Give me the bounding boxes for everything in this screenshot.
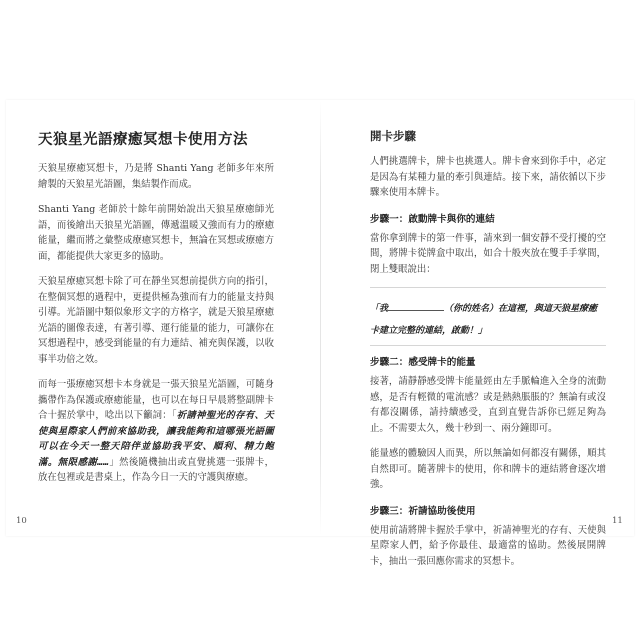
invocation-verse: 祈請神聖光的存有、天使與星際家人們前來協助我，讓我能夠和這哪張光語圖可以在今天一整天陪伴並協助我平安、順利、精力飽滿。無限感謝…… (38, 410, 274, 468)
callout-divider-bottom (370, 345, 606, 346)
book-gutter (320, 100, 321, 536)
right-page-title: 開卡步驟 (370, 129, 416, 143)
left-page-number: 10 (16, 516, 27, 526)
intro-paragraph: 人們挑選牌卡，牌卡也挑選人。牌卡會來到你手中，必定是因為有某種力量的牽引與連結。接下來，請依循以下步驟來使用本牌卡。 (370, 156, 606, 198)
paragraph-invocation (38, 377, 274, 486)
left-page-title: 天狼星光語療癒冥想卡使用方法 (38, 131, 248, 148)
step-three-title: 步驟三：祈請協助後使用 (370, 505, 476, 517)
step-three-body: 使用前請將牌卡握於手掌中，祈請神聖光的存有、天使與星際家人們，給予你最佳、最適當的協助。然後展開牌卡，抽出一張回應你需求的冥想卡。 (370, 524, 606, 567)
callout-rest: （你的姓名）在這裡，與這天狼星療癒卡建立完整的連結，啟動！」 (370, 304, 598, 336)
activation-callout (370, 296, 606, 339)
paragraph: 天狼星療癒冥想卡，乃是將 Shanti Yang 老師多年來所繪製的天狼星光語圖，集結製作而成。 (38, 163, 274, 190)
callout-divider-top (370, 287, 606, 288)
name-blank-line (388, 302, 444, 311)
paragraph: Shanti Yang 老師於十餘年前開始說出天狼星療癒師光語，而後繪出天狼星光語圖，傳遞溫暖又強而有力的療癒能量，繼而將之彙整成療癒冥想卡，無論在冥想或療癒方面，都能提供大家更多的協助。 (38, 204, 274, 262)
step-one-body: 當你拿到牌卡的第一件事，請來到一個安靜不受打擾的空間，將牌卡從牌盒中取出，如合十般夾放在雙手手掌間，閉上雙眼說出： (370, 232, 606, 275)
right-page (370, 128, 606, 579)
right-page-number: 11 (612, 516, 623, 526)
callout-open: 「我 (370, 304, 389, 314)
invocation-lead: 而每一張療癒冥想卡本身就是一張天狼星光語圖，可隨身攜帶作為保護或療癒能量，也可以在每日早晨將整副牌卡合十握於掌中，唸出以下籲詞：「 (38, 379, 274, 421)
paragraph: 天狼星療癒冥想卡除了可在靜坐冥想前提供方向的指引，在整個冥想的過程中，更提供極為強而有力的能量支持與引導。光語圖中類似象形文字的方格字，就是天狼星療癒光語的圖像表達，有著引導、運行能量的能力，可讓你在冥想過程中，感受到能量的有力連結、補充與保護，以收事半功倍之效。 (38, 276, 274, 365)
step-one-title: 步驟一：啟動牌卡與你的連結 (370, 213, 495, 225)
step-two-body: 接著，請靜靜感受牌卡能量經由左手脈輪進入全身的流動感，是否有輕微的電流感？或是熱熱脹脹的？無論有或沒有都沒關係，請持續感受，直到直覺告訴你已經足夠為止。不需要太久，幾十秒到一、兩分鐘即可。 (370, 376, 606, 434)
step-two-body-2: 能量感的體驗因人而異，所以無論如何都沒有關係，順其自然即可。隨著牌卡的使用，你和牌卡的連結將會逐次增強。 (370, 448, 606, 490)
invocation-tail: 」然後隨機抽出或直覺挑選一張牌卡，放在包裡或是書桌上，作為今日一天的守護與療癒。 (38, 456, 274, 483)
step-two-title: 步驟二：感受牌卡的能量 (370, 357, 476, 368)
left-page (38, 128, 274, 496)
